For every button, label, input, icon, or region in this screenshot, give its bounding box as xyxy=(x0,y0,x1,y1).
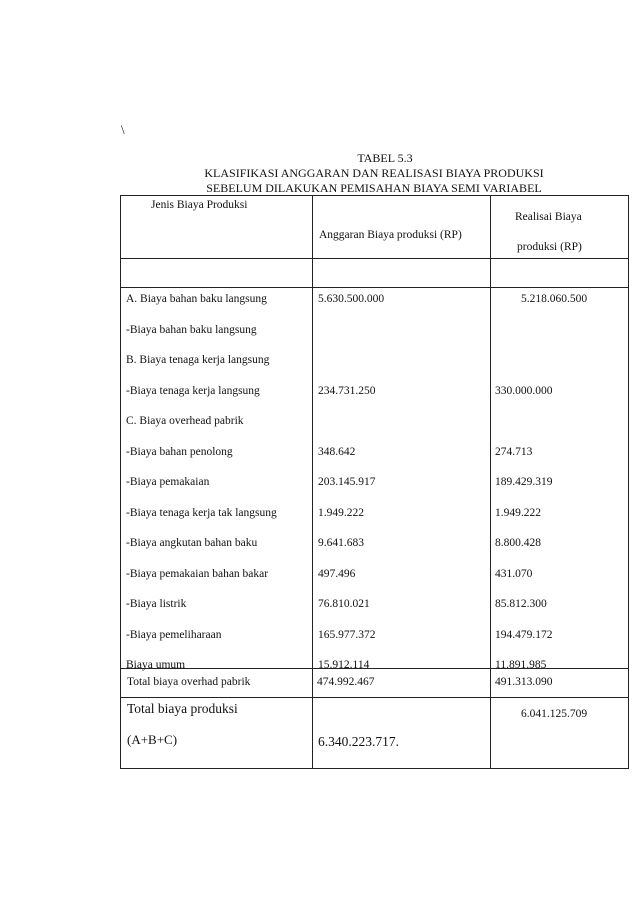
total-overhead-realization: 491.313.090 xyxy=(495,676,553,688)
total-production-formula: (A+B+C) xyxy=(127,732,178,747)
row-label: -Biaya pemakaian bahan bakar xyxy=(126,567,269,580)
row-budget-value: 76.810.021 xyxy=(318,598,370,610)
header-cell-realization xyxy=(491,196,629,259)
header-budget-label: Anggaran Biaya produksi (RP) xyxy=(319,229,462,241)
header-cell-budget xyxy=(313,196,491,259)
row-budget-value: 497.496 xyxy=(318,567,356,580)
table-number: TABEL 5.3 xyxy=(357,151,413,165)
row-label: -Biaya pemakaian xyxy=(126,476,210,488)
total-production-row xyxy=(121,698,629,769)
row-realization-value: 330.000.000 xyxy=(495,384,553,397)
row-label: -Biaya tenaga kerja langsung xyxy=(126,384,260,397)
row-label: C. Biaya overhead pabrik xyxy=(126,415,244,427)
header-cell-type xyxy=(121,196,313,259)
detail-row xyxy=(121,288,629,669)
spacer-cell xyxy=(121,259,313,288)
row-realization-value: 11.891.985 xyxy=(495,659,547,671)
table-title-line2: SEBELUM DILAKUKAN PEMISAHAN BIAYA SEMI VARIABEL xyxy=(206,181,542,195)
row-realization-value: 85.812.300 xyxy=(495,598,547,610)
total-overhead-budget: 474.992.467 xyxy=(317,676,375,688)
header-row xyxy=(121,196,629,259)
cost-classification-table xyxy=(120,195,629,769)
row-realization-value: 431.070 xyxy=(495,567,533,580)
total-overhead-row xyxy=(121,669,629,698)
spacer-row xyxy=(121,259,629,288)
row-budget-value: 15.912.114 xyxy=(318,659,370,671)
row-label: B. Biaya tenaga kerja langsung xyxy=(126,354,270,366)
row-realization-value: 189.429.319 xyxy=(495,476,553,488)
row-label: -Biaya bahan penolong xyxy=(126,445,233,458)
spacer-cell xyxy=(491,259,629,288)
row-label: -Biaya tenaga kerja tak langsung xyxy=(126,506,277,519)
row-budget-value: 348.642 xyxy=(318,445,356,458)
realization-column xyxy=(491,288,629,669)
table-title-line1: KLASIFIKASI ANGGARAN DAN REALISASI BIAYA PRODUKSI xyxy=(204,166,544,180)
total-production-realization: 6.041.125.709 xyxy=(521,708,588,720)
stray-backslash: \ xyxy=(121,122,125,137)
row-realization-value: 194.479.172 xyxy=(495,628,553,641)
row-label: -Biaya pemeliharaan xyxy=(126,628,222,641)
budget-column xyxy=(313,288,491,669)
labels-column xyxy=(121,288,313,669)
total-overhead-label: Total biaya overhad pabrik xyxy=(127,676,251,688)
row-label: -Biaya listrik xyxy=(126,598,187,610)
row-budget-value: 9.641.683 xyxy=(318,537,364,549)
row-label: A. Biaya bahan baku langsung xyxy=(126,293,267,305)
total-production-budget: 6.340.223.717. xyxy=(318,734,399,749)
row-budget-value: 203.145.917 xyxy=(318,476,376,488)
total-production-label: Total biaya produksi xyxy=(127,701,238,716)
row-label: -Biaya angkutan bahan baku xyxy=(126,537,258,549)
header-realization-label-2: produksi (RP) xyxy=(517,241,582,253)
row-budget-value: 1.949.222 xyxy=(318,506,364,519)
row-budget-value: 234.731.250 xyxy=(318,384,376,397)
row-label: -Biaya bahan baku langsung xyxy=(126,323,257,336)
spacer-cell xyxy=(313,259,491,288)
row-budget-value: 5.630.500.000 xyxy=(318,293,385,305)
header-realization-label-1: Realisai Biaya xyxy=(515,211,582,223)
row-realization-value: 1.949.222 xyxy=(495,506,541,519)
row-label: Biaya umum xyxy=(126,659,186,671)
row-realization-value: 274.713 xyxy=(495,445,533,458)
row-budget-value: 165.977.372 xyxy=(318,628,376,641)
row-realization-value: 8.800.428 xyxy=(495,537,541,549)
row-realization-value: 5.218.060.500 xyxy=(521,293,588,305)
header-type-label: Jenis Biaya Produksi xyxy=(151,199,248,211)
